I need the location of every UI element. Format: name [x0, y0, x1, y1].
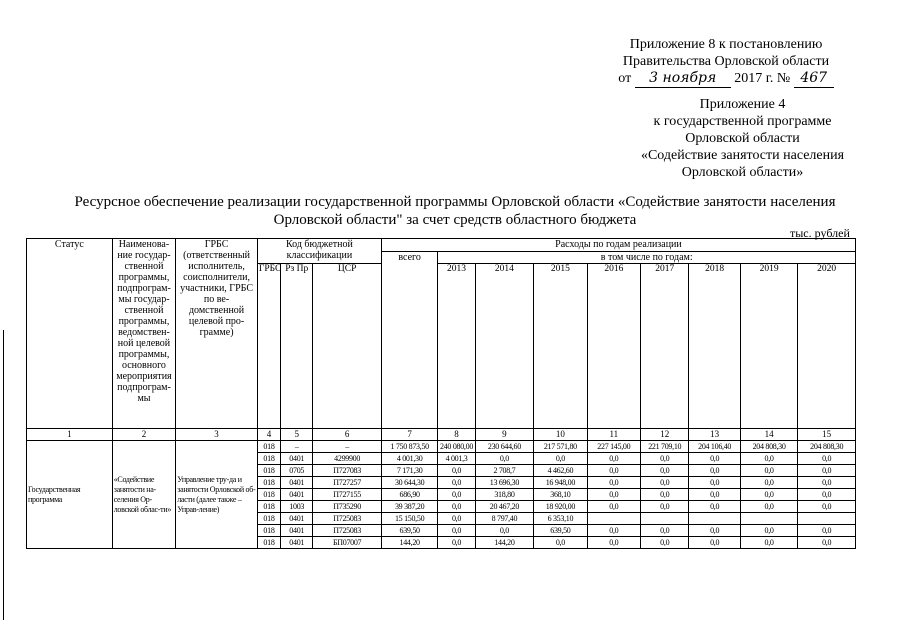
cell-y2016: 0,0 [587, 537, 640, 549]
cell-y2017: 0,0 [641, 537, 689, 549]
cell-y2016: 227 145,00 [587, 441, 640, 453]
cell-y2018: 0,0 [689, 477, 740, 489]
cell-y2014: 0,0 [475, 453, 533, 465]
document-title-line2: Орловской области" за счет средств областного бюджета [273, 212, 637, 228]
cell-y2015: 639,50 [534, 525, 587, 537]
cell-y2015: 16 948,00 [534, 477, 587, 489]
row-executor: Управление тру-да и занятости Орловской об-ласти (далее также – Управ-ление) [176, 441, 258, 549]
cell-y2014: 8 797,40 [475, 513, 533, 525]
column-number: 14 [740, 429, 797, 441]
cell-y2013: 240 080,00 [438, 441, 475, 453]
cell-y2013: 0,0 [438, 489, 475, 501]
cell-y2018: 0,0 [689, 453, 740, 465]
row-program-name: «Содействие занятости на-селения Ор-ловской облас-ти» [112, 441, 176, 549]
cell-y2020: 0,0 [798, 477, 856, 489]
cell-csr: П725083 [313, 513, 382, 525]
cell-total: 639,50 [381, 525, 437, 537]
column-number: 3 [176, 429, 258, 441]
cell-y2014: 144,20 [475, 537, 533, 549]
header-year: 2020 [798, 264, 856, 429]
document-title-line1: Ресурсное обеспечение реализации государственной программы Орловской области «Содействие занятости населения [74, 194, 836, 210]
cell-y2015: 6 353,10 [534, 513, 587, 525]
cell-y2014: 0,0 [475, 525, 533, 537]
header-year: 2014 [475, 264, 533, 429]
header-expenses: Расходы по годам реализации [381, 239, 855, 252]
cell-y2018: 0,0 [689, 489, 740, 501]
column-number: 12 [641, 429, 689, 441]
cell-y2017: 0,0 [641, 465, 689, 477]
header-code: Код бюджетной классификации [257, 239, 381, 264]
cell-y2014: 20 467,20 [475, 501, 533, 513]
appendix-header [620, 96, 865, 181]
column-number: 1 [27, 429, 113, 441]
cell-y2016: 0,0 [587, 453, 640, 465]
cell-y2020 [798, 513, 856, 525]
column-number: 2 [112, 429, 176, 441]
scan-edge-line [3, 330, 4, 620]
header-year: 2017 [641, 264, 689, 429]
column-number: 10 [534, 429, 587, 441]
column-number: 6 [313, 429, 382, 441]
header-status: Статус [27, 239, 113, 429]
cell-y2018: 0,0 [689, 525, 740, 537]
cell-y2020: 0,0 [798, 501, 856, 513]
column-number: 5 [281, 429, 313, 441]
decree-header [606, 36, 846, 88]
cell-csr: П727155 [313, 489, 382, 501]
cell-y2016: 0,0 [587, 525, 640, 537]
resource-table [26, 238, 856, 549]
cell-y2018: 0,0 [689, 465, 740, 477]
cell-total: 1 750 873,50 [381, 441, 437, 453]
cell-y2013: 0,0 [438, 465, 475, 477]
cell-y2015: 368,10 [534, 489, 587, 501]
cell-rzpr: 0401 [281, 453, 313, 465]
cell-y2017 [641, 513, 689, 525]
cell-y2013: 0,0 [438, 513, 475, 525]
cell-rzpr: 0705 [281, 465, 313, 477]
appendix-line3: Орловской области [685, 131, 800, 146]
cell-y2014: 230 644,60 [475, 441, 533, 453]
cell-grbs: 018 [257, 477, 280, 489]
header-rzpr: Рз Пр [281, 264, 313, 429]
document-title [30, 193, 880, 229]
header-grbs-full: ГРБС (ответственный исполнитель, соисполнители, участники, ГРБС по ве-домственной целевой про-грамме) [176, 239, 258, 429]
column-number: 7 [381, 429, 437, 441]
cell-rzpr: 0401 [281, 525, 313, 537]
cell-y2015: 18 920,00 [534, 501, 587, 513]
cell-y2019: 0,0 [740, 489, 797, 501]
decree-date-line [606, 70, 846, 88]
column-number: 13 [689, 429, 740, 441]
cell-y2018: 0,0 [689, 501, 740, 513]
cell-y2020: 204 808,30 [798, 441, 856, 453]
cell-grbs: 018 [257, 489, 280, 501]
cell-total: 15 150,50 [381, 513, 437, 525]
cell-y2014: 2 708,7 [475, 465, 533, 477]
cell-total: 39 387,20 [381, 501, 437, 513]
cell-grbs: 018 [257, 453, 280, 465]
cell-csr: П735290 [313, 501, 382, 513]
cell-rzpr: 0401 [281, 489, 313, 501]
cell-rzpr: 0401 [281, 537, 313, 549]
cell-y2018: 0,0 [689, 537, 740, 549]
row-status: Государственная программа [27, 441, 113, 549]
cell-y2016: 0,0 [587, 465, 640, 477]
header-total: всего [381, 252, 437, 429]
cell-total: 686,90 [381, 489, 437, 501]
cell-y2015: 0,0 [534, 537, 587, 549]
cell-y2020: 0,0 [798, 525, 856, 537]
decree-year-number: 2017 г. № [734, 71, 791, 86]
header-incl: в том числе по годам: [438, 252, 856, 264]
cell-grbs: 018 [257, 465, 280, 477]
appendix-line4: «Содействие занятости населения [640, 148, 845, 163]
cell-y2013: 0,0 [438, 477, 475, 489]
cell-grbs: 018 [257, 441, 280, 453]
cell-csr: П727257 [313, 477, 382, 489]
cell-y2016: 0,0 [587, 489, 640, 501]
cell-rzpr: 0401 [281, 513, 313, 525]
cell-csr: П725083 [313, 525, 382, 537]
cell-y2019: 0,0 [740, 465, 797, 477]
table-row [27, 441, 856, 453]
cell-y2020: 0,0 [798, 465, 856, 477]
column-number: 11 [587, 429, 640, 441]
cell-y2019: 204 808,30 [740, 441, 797, 453]
decree-header-line1: Приложение 8 к постановлению [629, 37, 823, 52]
handwritten-date: 3 ноября [635, 70, 731, 88]
cell-y2017: 0,0 [641, 501, 689, 513]
cell-y2020: 0,0 [798, 453, 856, 465]
cell-y2019: 0,0 [740, 525, 797, 537]
column-number: 9 [475, 429, 533, 441]
cell-y2013: 0,0 [438, 501, 475, 513]
appendix-line2: к государственной программе [653, 114, 832, 129]
cell-total: 7 171,30 [381, 465, 437, 477]
column-number: 4 [257, 429, 280, 441]
appendix-line1: Приложение 4 [699, 97, 786, 112]
unit-label: тыс. рублей [790, 226, 850, 240]
column-number: 8 [438, 429, 475, 441]
cell-y2015: 4 462,60 [534, 465, 587, 477]
cell-y2013: 0,0 [438, 537, 475, 549]
cell-y2017: 221 709,10 [641, 441, 689, 453]
cell-total: 4 001,30 [381, 453, 437, 465]
decree-header-line2: Правительства Орловской области [622, 54, 830, 69]
cell-y2019: 0,0 [740, 477, 797, 489]
cell-y2013: 4 001,3 [438, 453, 475, 465]
column-number: 15 [798, 429, 856, 441]
header-year: 2016 [587, 264, 640, 429]
cell-y2014: 318,80 [475, 489, 533, 501]
cell-y2017: 0,0 [641, 477, 689, 489]
cell-y2017: 0,0 [641, 525, 689, 537]
cell-csr: П727083 [313, 465, 382, 477]
header-csr: ЦСР [313, 264, 382, 429]
cell-y2017: 0,0 [641, 489, 689, 501]
decree-date-prefix: от [618, 71, 632, 86]
cell-y2016: 0,0 [587, 477, 640, 489]
cell-grbs: 018 [257, 525, 280, 537]
cell-y2014: 13 696,30 [475, 477, 533, 489]
cell-csr: – [313, 441, 382, 453]
cell-y2017: 0,0 [641, 453, 689, 465]
cell-y2019: 0,0 [740, 501, 797, 513]
header-year: 2013 [438, 264, 475, 429]
header-year: 2015 [534, 264, 587, 429]
cell-y2019 [740, 513, 797, 525]
cell-y2019: 0,0 [740, 453, 797, 465]
cell-rzpr: 1003 [281, 501, 313, 513]
header-name: Наименова-ние государ-ственной программы, подпрограм-мы государ-ственной программы, ведомствен-ной целевой программы, основного мероприятия подпрограм-мы [112, 239, 176, 429]
header-year: 2018 [689, 264, 740, 429]
cell-rzpr: 0401 [281, 477, 313, 489]
cell-y2015: 0,0 [534, 453, 587, 465]
cell-total: 144,20 [381, 537, 437, 549]
cell-y2013: 0,0 [438, 525, 475, 537]
cell-grbs: 018 [257, 537, 280, 549]
cell-y2015: 217 571,80 [534, 441, 587, 453]
cell-grbs: 018 [257, 501, 280, 513]
cell-csr: 4299900 [313, 453, 382, 465]
header-grbs: ГРБС [257, 264, 280, 429]
cell-csr: БП07007 [313, 537, 382, 549]
appendix-line5: Орловской области» [681, 165, 804, 180]
cell-y2020: 0,0 [798, 489, 856, 501]
cell-y2018 [689, 513, 740, 525]
cell-y2019: 0,0 [740, 537, 797, 549]
handwritten-number: 467 [794, 70, 834, 88]
cell-rzpr: – [281, 441, 313, 453]
cell-grbs: 018 [257, 513, 280, 525]
header-year: 2019 [740, 264, 797, 429]
cell-y2018: 204 106,40 [689, 441, 740, 453]
cell-y2020: 0,0 [798, 537, 856, 549]
cell-y2016: 0,0 [587, 501, 640, 513]
cell-total: 30 644,30 [381, 477, 437, 489]
cell-y2016 [587, 513, 640, 525]
